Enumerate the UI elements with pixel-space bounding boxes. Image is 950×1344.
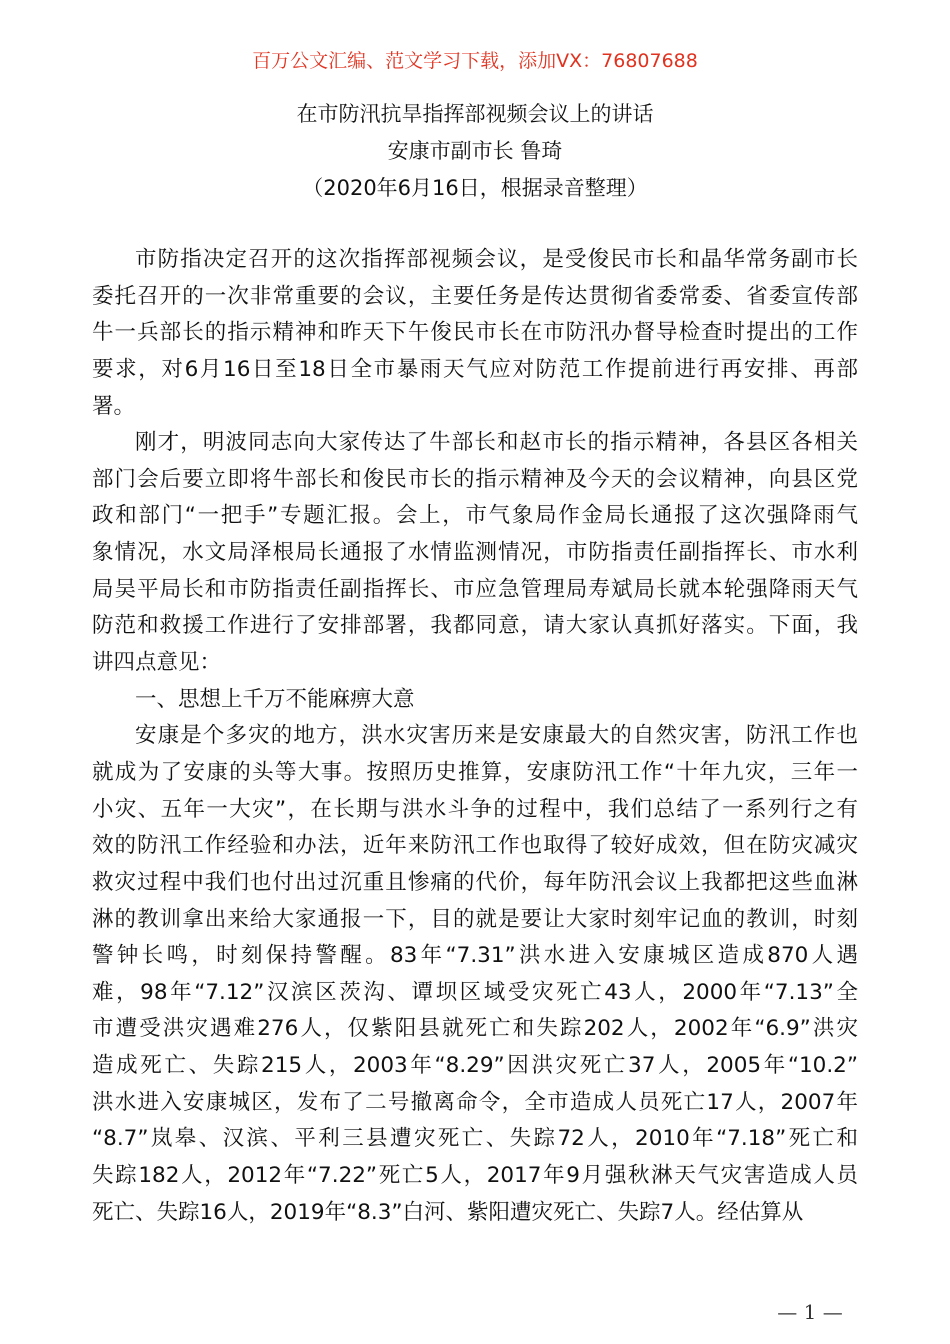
page-number: — 1 — [777,1300,843,1324]
text-line: 市防指决定召开的这次指挥部视频会议，是受俊民市长和晶华常务副市长 [135,247,858,272]
text-line: 市遭受洪灾遇难276人，仅紫阳县就死亡和失踪202人，2002年“6.9”洪灾 [92,1016,858,1042]
text-line: 局吴平局长和市防指责任副指挥长、市应急管理局寿斌局长就本轮强降雨天气 [92,576,858,602]
text-line: 就成为了安康的头等大事。按照历史推算，安康防汛工作“十年九灾，三年一 [92,759,858,785]
text-line: 救灾过程中我们也付出过沉重且惨痛的代价，每年防汛会议上我都把这些血淋 [92,869,858,895]
section-heading: 一、思想上千万不能麻痹大意 [135,686,415,712]
document-body [92,242,858,1231]
text-line: 牛一兵部长的指示精神和昨天下午俊民市长在市防汛办督导检查时提出的工作 [92,320,858,346]
text-line: 淋的教训拿出来给大家通报一下，目的就是要让大家时刻牢记血的教训，时刻 [92,906,858,932]
paragraph [92,718,858,1231]
text-line: 防范和救援工作进行了安排部署，我都同意，请大家认真抓好落实。下面，我 [92,613,858,639]
text-line: 洪水进入安康城区，发布了二号撤离命令，全市造成人员死亡17人，2007年 [92,1089,858,1115]
paragraph [92,425,858,681]
speaker-line: 安康市副市长 鲁琦 [387,139,563,163]
text-line: 安康是个多灾的地方，洪水灾害历来是安康最大的自然灾害，防汛工作也 [135,723,858,749]
text-line: 死亡、失踪16人，2019年“8.3”白河、紫阳遭灾死亡、失踪7人。经估算从 [92,1199,804,1225]
text-line: “8.7”岚皋、汉滨、平利三县遭灾死亡、失踪72人，2010年“7.18”死亡和 [92,1126,858,1152]
text-line: 要求，对6月16日至18日全市暴雨天气应对防范工作提前进行再安排、再部 [92,356,858,382]
text-line: 失踪182人，2012年“7.22”死亡5人，2017年9月强秋淋天气灾害造成人员 [92,1163,858,1189]
text-line: 部门会后要立即将牛部长和俊民市长的指示精神及今天的会议精神，向县区党 [92,466,858,492]
text-line: 刚才，明波同志向大家传达了牛部长和赵市长的指示精神，各县区各相关 [135,430,858,456]
text-line: 小灾、五年一大灾”，在长期与洪水斗争的过程中，我们总结了一系列行之有 [92,796,858,822]
paragraph [92,682,858,719]
text-line: 署。 [92,393,136,419]
paragraph [92,242,858,425]
text-line: 讲四点意见： [92,650,222,676]
text-line: 警钟长鸣，时刻保持警醒。83年“7.31”洪水进入安康城区造成870人遇 [92,943,858,969]
text-line: 政和部门“一把手”专题汇报。会上，市气象局作金局长通报了这次强降雨气 [92,503,858,529]
text-line: 难，98年“7.12”汉滨区茨沟、谭坝区域受灾死亡43人，2000年“7.13”全 [92,979,858,1005]
text-line: 造成死亡、失踪215人，2003年“8.29”因洪灾死亡37人，2005年“10.2” [92,1053,858,1079]
text-line: 效的防汛工作经验和办法，近年来防汛工作也取得了较好成效，但在防灾减灾 [92,833,858,859]
text-line: 象情况，水文局泽根局长通报了水情监测情况，市防指责任副指挥长、市水利 [92,540,858,566]
document-title: 在市防汛抗旱指挥部视频会议上的讲话 [296,102,654,126]
watermark-banner: 百万公文汇编、范文学习下载，添加VX：76807688 [252,50,698,72]
date-note: （2020年6月16日，根据录音整理） [302,176,648,200]
text-line: 委托召开的一次非常重要的会议，主要任务是传达贯彻省委常委、省委宣传部 [92,283,858,309]
